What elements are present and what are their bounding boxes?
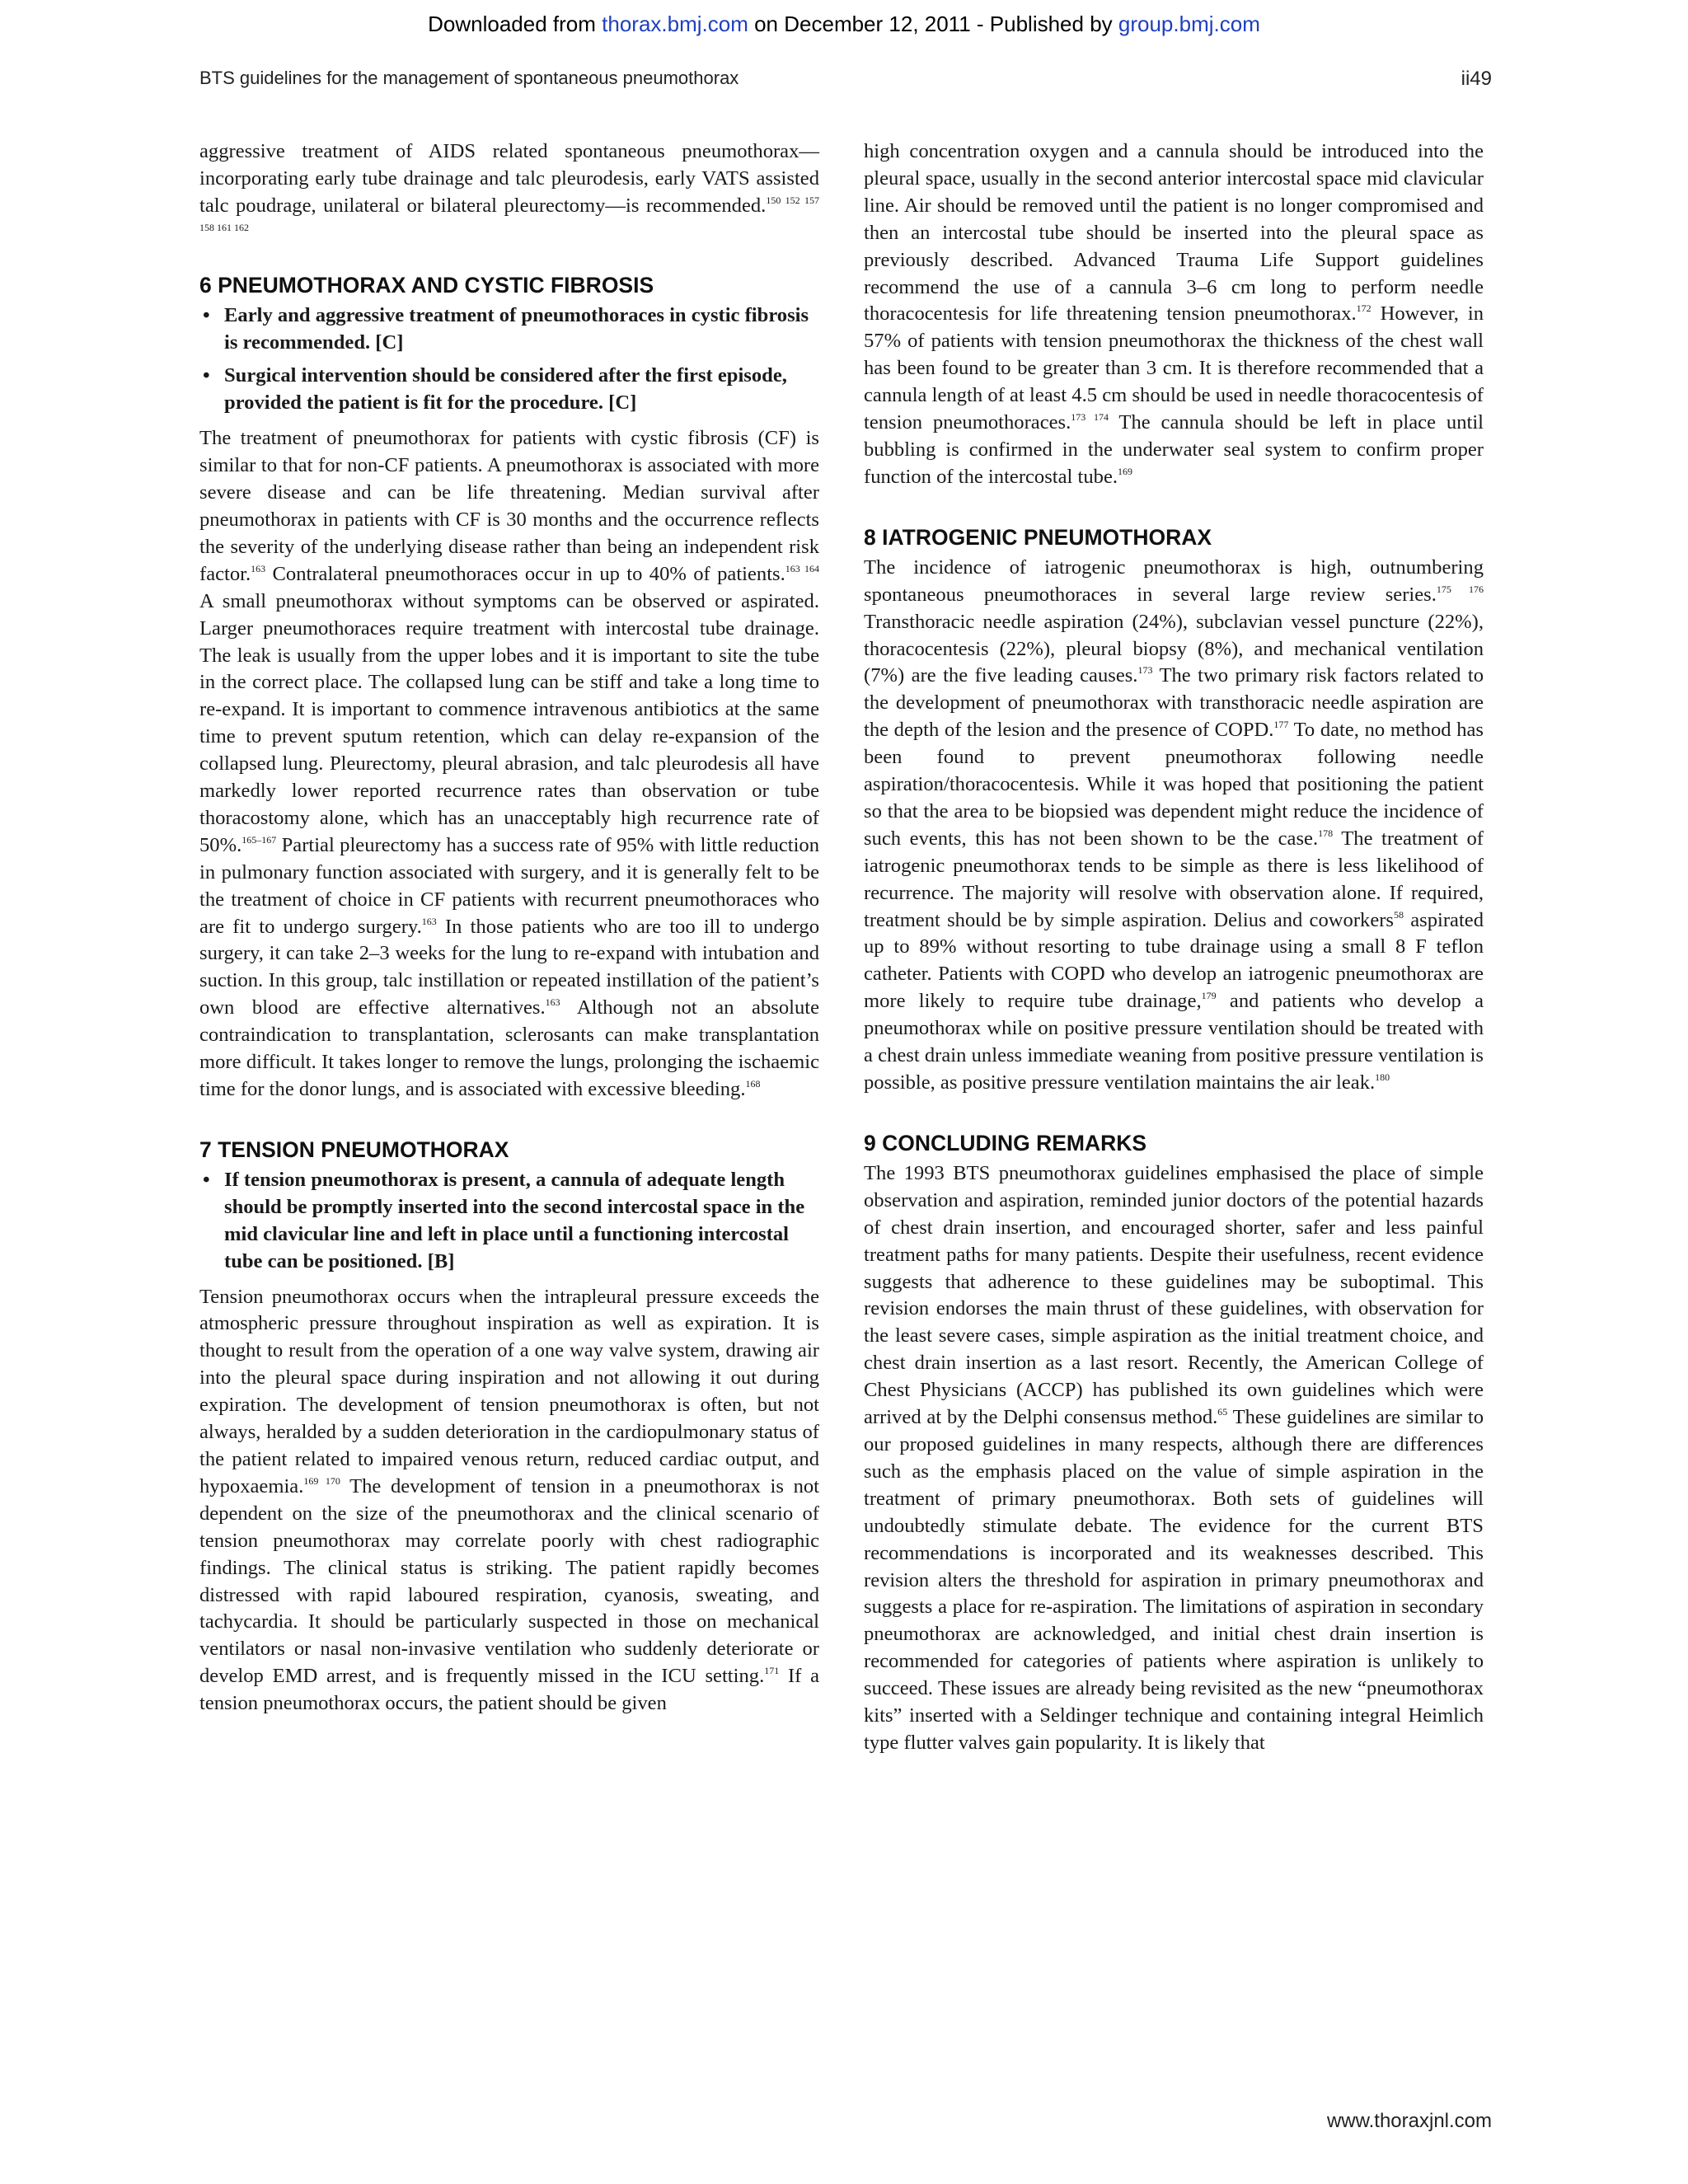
- text-run: and patients who develop a pneumothorax while on positive pressure ventilation should be treated with a chest drain unless immediate weaning from positive pressure ventilation is possible, as positive pressure ventilation maintains the air leak.: [864, 990, 1484, 1094]
- running-head: [199, 68, 1492, 89]
- section-8-paragraph: [864, 555, 1484, 1097]
- citation: 169: [1118, 465, 1133, 477]
- section-7-continued-paragraph: [864, 138, 1484, 491]
- section-6-paragraph: [199, 425, 819, 1104]
- citation: 150 152 157 158 161 162: [199, 194, 820, 233]
- text-run: high concentration oxygen and a cannula should be introduced into the pleural space, usually in the second anterior intercostal space mid clavicular line. Air should be removed until the patient is no longer compromised and then an intercostal tube should be inserted into the pleural space as previously described. Advanced Trauma Life Support guidelines recommend the use of a cannula 3–6 cm long to perform needle thoracocentesis for life threatening tension pneumothorax.: [864, 140, 1484, 326]
- text-run: The incidence of iatrogenic pneumothorax is high, outnumbering spontaneous pneumothoraces in several large review series.: [864, 555, 1484, 606]
- text-run: These guidelines are similar to our proposed guidelines in many respects, although there are differences such as the emphasis placed on the value of simple aspiration in the treatment of primary pneumothorax. Both sets of guidelines will undoubtedly stimulate debate. The evidence for the current BTS recommendations is incorporated and its weaknesses described. This revision alters the threshold for aspiration in primary pneumothorax and suggests a place for re-aspiration. The limitations of aspiration in secondary pneumothorax are acknowledged, and initial chest drain insertion is recommended for categories of patients where aspiration is unlikely to succeed. These issues are already being revisited as the new “pneumothorax kits” inserted with a Seldinger technique and containing integral Heimlich type flutter valves gain popularity. It is likely that: [864, 1406, 1484, 1754]
- journal-url: www.thoraxjnl.com: [1326, 2110, 1492, 2132]
- section-heading-6: 6 PNEUMOTHORAX AND CYSTIC FIBROSIS: [199, 272, 654, 298]
- citation: 163 164: [785, 562, 819, 574]
- citation: 178: [1318, 827, 1334, 839]
- text-run: If a tension pneumothorax occurs, the patient should be given: [199, 1665, 819, 1715]
- text-run: However, in 57% of patients with tension pneumothorax the thickness of the chest wall has been found to be greater than 3 cm. It is therefore recommended that a cannula length of at least 4.5 cm should be used in needle thoracocentesis of tension pneumothoraces.: [864, 302, 1484, 434]
- text-run: Contralateral pneumothoraces occur in up to 40% of patients.: [265, 562, 785, 585]
- right-column: [864, 138, 1484, 1757]
- section-heading-7: 7 TENSION PNEUMOTHORAX: [199, 1137, 509, 1162]
- text-run: A small pneumothorax without symptoms can be observed or aspirated. Larger pneumothoraces require treatment with intercostal tube drainage. The leak is usually from the upper lobes and it is important to site the tube in the correct place. The collapsed lung can be stiff and take a long time to re-expand. It is important to commence intravenous antibiotics at the same time to prevent sputum retention, which can delay re-expansion of the collapsed lung. Pleurectomy, pleural abrasion, and talc pleurodesis all have markedly lower reported recurrence rates than observation or tube thoracostomy alone, which has an unacceptably high recurrence rate of 50%.: [199, 589, 819, 856]
- citation: 58: [1394, 908, 1404, 921]
- citation: 65: [1217, 1406, 1228, 1418]
- recommendation-item: • Surgical intervention should be considered after the first episode, provided the patient is fit for the procedure. [C]: [199, 363, 819, 417]
- citation: 172: [1356, 302, 1372, 315]
- download-prefix: Downloaded from: [428, 12, 603, 36]
- recommendation-item: • Early and aggressive treatment of pneumothoraces in cystic fibrosis is recommended. [C]: [199, 302, 819, 357]
- text-run: The treatment of iatrogenic pneumothorax tends to be simple as there is less likelihood of recurrence. The majority will resolve with observation alone. If required, treatment should be by simple aspiration. Delius and coworkers: [864, 827, 1484, 931]
- left-column: [199, 138, 819, 1718]
- citation: 168: [745, 1078, 761, 1090]
- section-9-paragraph: [864, 1160, 1484, 1757]
- page-number: ii49: [1461, 68, 1492, 90]
- running-head-title: BTS guidelines for the management of spontaneous pneumothorax: [199, 68, 739, 88]
- text-run: Although not an absolute contraindication to transplantation, sclerosants can make transplantation more difficult. It takes longer to remove the lungs, prolonging the ischaemic time for the donor lungs, and is associated with excessive bleeding.: [199, 996, 819, 1100]
- citation: 163: [545, 996, 560, 1009]
- text-run: To date, no method has been found to prevent pneumothorax following needle aspiration/thoracocentesis. While it was hoped that positioning the patient so that the area to be biopsied was dependent might reduce the incidence of such events, this has not been shown to be the case.: [864, 719, 1484, 850]
- section-heading-9: 9 CONCLUDING REMARKS: [864, 1130, 1147, 1155]
- citation: 179: [1201, 990, 1217, 1002]
- recommendation-item: • If tension pneumothorax is present, a cannula of adequate length should be promptly inserted into the second intercostal space in the mid clavicular line and left in place until a functioning intercostal tube can be positioned. [B]: [199, 1167, 819, 1276]
- citation: 177: [1273, 719, 1289, 731]
- intro-paragraph: [199, 138, 819, 247]
- citation: 173: [1137, 664, 1153, 677]
- section-7-paragraph: [199, 1284, 819, 1718]
- publisher-link[interactable]: group.bmj.com: [1118, 12, 1260, 36]
- text-run: The treatment of pneumothorax for patients with cystic fibrosis (CF) is similar to that for non-CF patients. A pneumothorax is associated with more severe disease and can be life threatening. Median survival after pneumothorax in patients with CF is 30 months and the occurrence reflects the severity of the underlying disease rather than being an independent risk factor.: [199, 427, 819, 585]
- intro-text: aggressive treatment of AIDS related spontaneous pneumothorax—incorporating early tube drainage and talc pleurodesis, early VATS assisted talc poudrage, unilateral or bilateral pleurectomy—is recommended.: [199, 140, 819, 217]
- citation: 169 170: [303, 1474, 340, 1487]
- recommendation-list: [199, 1167, 819, 1276]
- download-banner: [0, 12, 1688, 37]
- text-run: aspirated up to 89% without resorting to tube drainage using a small 8 F teflon catheter. Patients with COPD who develop an iatrogenic pneumothorax are more likely to require tube drainage,: [864, 908, 1484, 1013]
- text-run: The 1993 BTS pneumothorax guidelines emphasised the place of simple observation and aspiration, reminded junior doctors of the potential hazards of chest drain insertion, and encouraged shorter, safer and less painful treatment paths for many patients. Despite their usefulness, recent evidence suggests that adherence to these guidelines may be suboptimal. This revision endorses the main thrust of these guidelines, with observation for the least severe cases, simple aspiration as the initial treatment choice, and chest drain insertion as a last resort. Recently, the American College of Chest Physicians (ACCP) has published its own guidelines which were arrived at by the Delphi consensus method.: [864, 1161, 1484, 1429]
- citation: 163: [421, 915, 437, 927]
- text-run: The two primary risk factors related to the development of pneumothorax with transthoracic needle aspiration are the depth of the lesion and the presence of COPD.: [864, 664, 1484, 742]
- citation: 165–167: [241, 833, 277, 846]
- text-run: The development of tension in a pneumothorax is not dependent on the size of the pneumothorax and the clinical scenario of tension pneumothorax may correlate poorly with chest radiographic findings. The clinical status is striking. The patient rapidly becomes distressed with rapid laboured respiration, cyanosis, sweating, and tachycardia. It should be particularly suspected in those on mechanical ventilators or nasal non-invasive ventilation who suddenly deteriorate or develop EMD arrest, and is frequently missed in the ICU setting.: [199, 1474, 820, 1688]
- text-run: Tension pneumothorax occurs when the intrapleural pressure exceeds the atmospheric pressure throughout inspiration as well as expiration. It is thought to result from the operation of a one way valve system, drawing air into the pleural space during inspiration and not allowing it out during expiration. The development of tension pneumothorax is often, but not always, heralded by a sudden deterioration in the cardiopulmonary status of the patient related to impaired venous return, reduced cardiac output, and hypoxaemia.: [199, 1285, 819, 1497]
- citation: 180: [1375, 1071, 1390, 1083]
- text-run: Transthoracic needle aspiration (24%), subclavian vessel puncture (22%), thoracocentesis (22%), pleural biopsy (8%), and mechanical ventilation (7%) are the five leading causes.: [864, 610, 1484, 687]
- site-link[interactable]: thorax.bmj.com: [602, 12, 748, 36]
- download-middle: on December 12, 2011 - Published by: [748, 12, 1118, 36]
- recommendation-list: [199, 302, 819, 418]
- text-run: In those patients who are too ill to undergo surgery, it can take 2–3 weeks for the lung to re-expand with intubation and suction. In this group, talc instillation or repeated instillation of the patient’s own blood are effective alternatives.: [199, 915, 819, 1019]
- citation: 171: [764, 1665, 780, 1677]
- citation: 163: [251, 562, 266, 574]
- section-heading-8: 8 IATROGENIC PNEUMOTHORAX: [864, 524, 1212, 550]
- text-run: Partial pleurectomy has a success rate of 95% with little reduction in pulmonary function associated with surgery, and it is generally felt to be the treatment of choice in CF patients with recurrent pneumothoraces who are fit to undergo surgery.: [199, 833, 819, 938]
- citation: 175 176: [1436, 583, 1484, 595]
- text-run: The cannula should be left in place until bubbling is confirmed in the underwater seal system to confirm proper function of the intercostal tube.: [864, 411, 1484, 488]
- citation: 173 174: [1071, 411, 1109, 424]
